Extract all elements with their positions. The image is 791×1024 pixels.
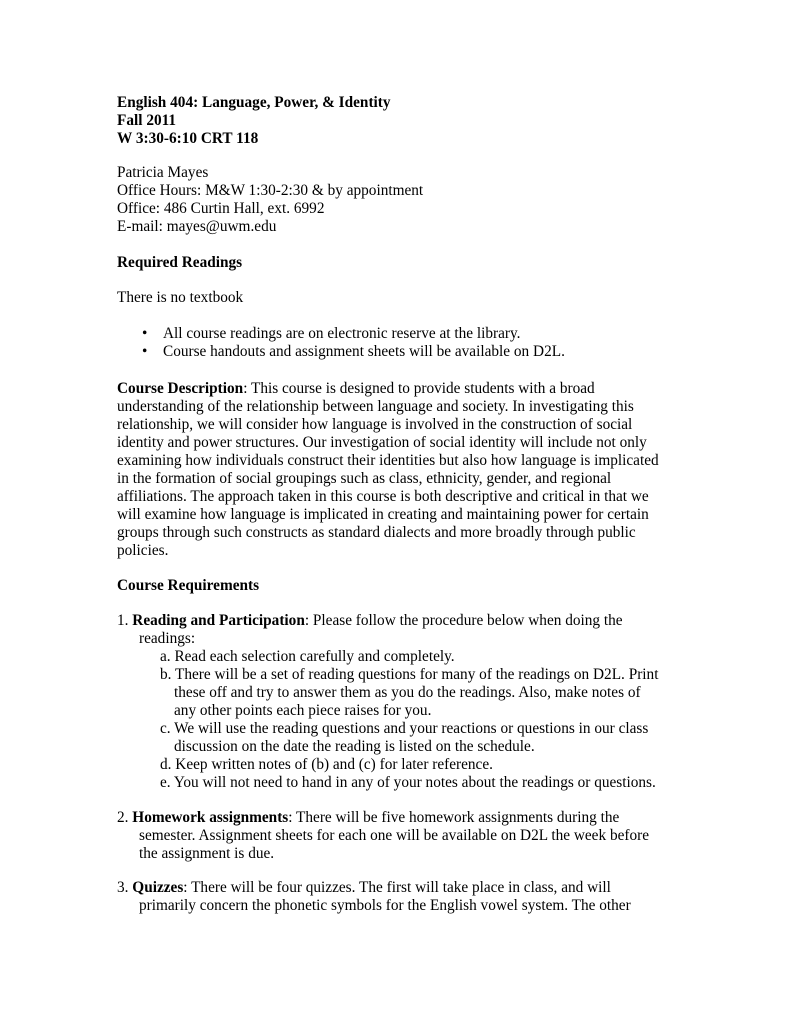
course-title: English 404: Language, Power, & Identity [117, 94, 391, 111]
readings-heading: Required Readings [117, 254, 243, 271]
list-item: e. You will not need to hand in any of your notes about the readings or questions. [160, 774, 656, 791]
instructor-info [117, 164, 677, 236]
list-item: • Course handouts and assignment sheets will be available on D2L. [142, 343, 565, 360]
requirement-homework: 2. Homework assignments: There will be five homework assignments during the semester. Assignment sheets for each one will be available on D2L the week before the assignment is due. [117, 809, 650, 862]
instructor-email: E-mail: mayes@uwm.edu [117, 218, 277, 235]
description-label: Course Description [117, 380, 244, 397]
course-header [117, 94, 677, 148]
list-item: • All course readings are on electronic reserve at the library. [142, 325, 521, 342]
course-term: Fall 2011 [117, 112, 177, 129]
office-hours: Office Hours: M&W 1:30-2:30 & by appointment [117, 182, 424, 199]
requirement-quizzes: 3. Quizzes: There will be four quizzes. The first will take place in class, and will primarily concern the phonetic symbols for the English vowel system. The other [117, 879, 631, 914]
instructor-name: Patricia Mayes [117, 164, 209, 181]
bullet-icon: • [142, 325, 148, 342]
course-schedule: W 3:30-6:10 CRT 118 [117, 130, 259, 147]
requirements-heading: Course Requirements [117, 577, 260, 594]
list-item: d. Keep written notes of (b) and (c) for later reference. [160, 756, 493, 773]
office-location: Office: 486 Curtin Hall, ext. 6992 [117, 200, 325, 217]
bullet-icon: • [142, 343, 148, 360]
requirement-reading-participation: 1. Reading and Participation: Please follow the procedure below when doing the readings: a. Read each selection carefully and completely. b. There will be a set of reading questions for many of the readings on D2L. Print these off and try to answer them as you do the readings. Also, make notes of any other points each piece raises for you. c. We will use the reading questions and your reactions or questions in our class discussion on the date the reading is listed on the schedule. d. Keep written notes of (b) and (c) for later reference. e. You will not need to hand in any of your notes about the readings or questions. [117, 612, 697, 792]
readings-note: There is no textbook [117, 289, 244, 306]
readings-bullet-list [117, 325, 677, 361]
list-item: a. Read each selection carefully and completely. [160, 648, 455, 665]
list-item: b. There will be a set of reading questions for many of the readings on D2L. Print [160, 666, 659, 683]
course-description: Course Description: This course is designed to provide students with a broad understanding of the relationship between language and society. In investigating this relationship, we will consider how language is involved in the construction of social identity and power structures. Our investigation of social identity will include not only examining how individuals construct their identities but also how language is implicated in the formation of social groupings such as class, ethnicity, gender, and regional affiliations. The approach taken in this course is both descriptive and critical in that we will examine how language is implicated in creating and maintaining power for certain groups through such constructs as standard dialects and more broadly through public policies. [117, 380, 659, 559]
list-item: c. We will use the reading questions and your reactions or questions in our class [160, 720, 649, 737]
